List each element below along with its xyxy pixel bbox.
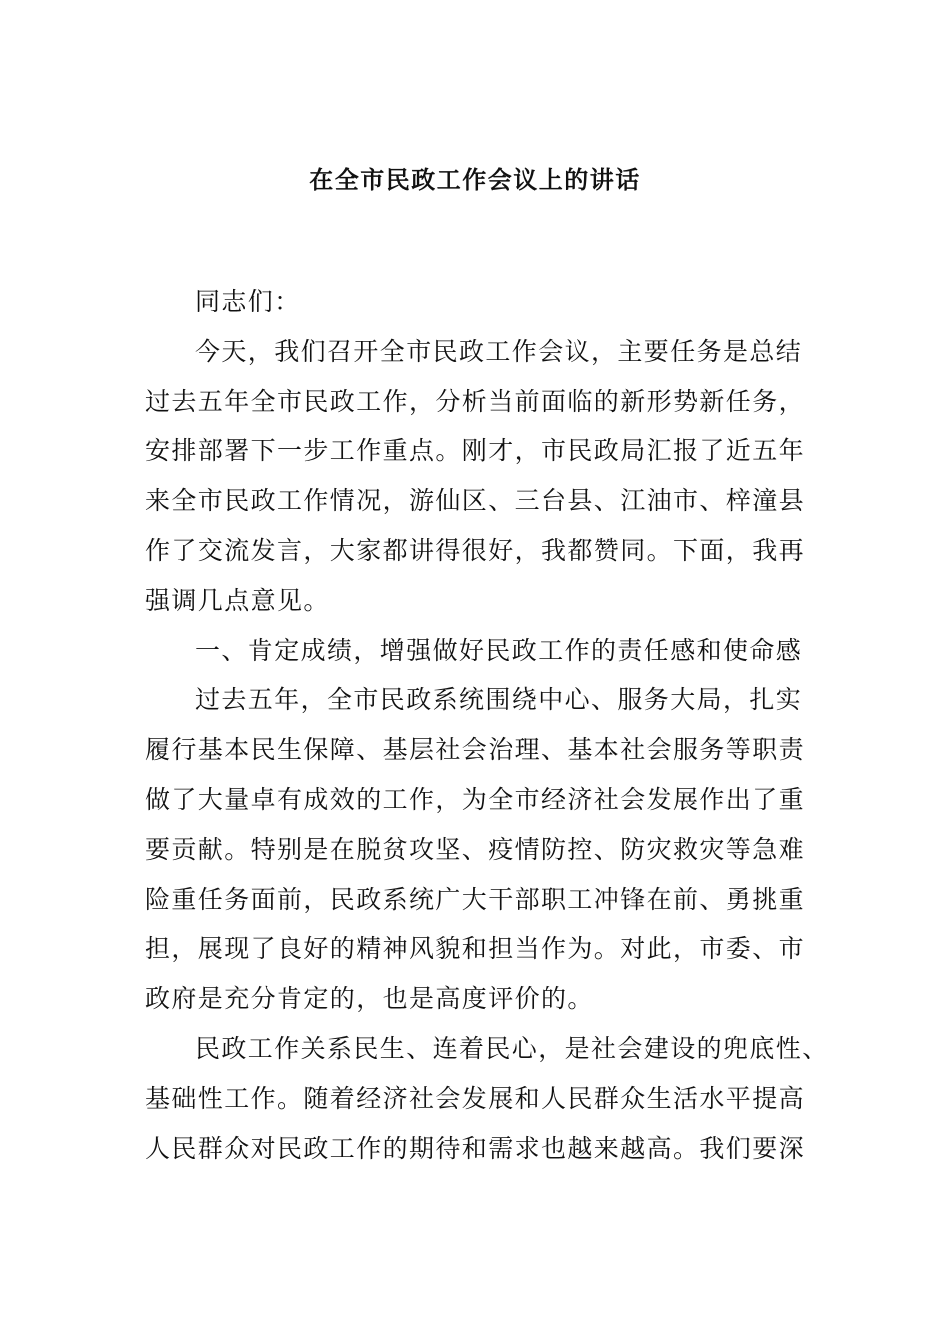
text-line: 要贡献。特别是在脱贫攻坚、疫情防控、防灾救灾等急难 (145, 834, 806, 864)
text-line: 来全市民政工作情况，游仙区、三台县、江油市、梓潼县 (145, 486, 806, 516)
text-line: 民政工作关系民生、连着民心，是社会建设的兜底性、 (195, 1033, 829, 1063)
text-line: 政府是充分肯定的，也是高度评价的。 (145, 984, 594, 1014)
section-heading-text: 一、肯定成绩，增强做好民政工作的责任感和使命感 (195, 635, 803, 665)
text-line: 做了大量卓有成效的工作，为全市经济社会发展作出了重 (145, 784, 806, 814)
text-line: 今天，我们召开全市民政工作会议，主要任务是总结 (195, 336, 803, 366)
text-line: 人民群众对民政工作的期待和需求也越来越高。我们要深 (145, 1133, 806, 1163)
paragraph-salutation (145, 277, 845, 327)
text-line: 同志们： (195, 287, 301, 316)
document-body (145, 277, 845, 1173)
document-title: 在全市民政工作会议上的讲话 (309, 166, 641, 194)
text-line: 强调几点意见。 (145, 585, 330, 615)
paragraph-opening (145, 327, 845, 626)
text-line: 作了交流发言，大家都讲得很好，我都赞同。下面，我再 (145, 535, 806, 565)
text-line: 安排部署下一步工作重点。刚才，市民政局汇报了近五年 (145, 436, 806, 466)
section-heading (145, 626, 845, 676)
paragraph-importance (145, 1024, 845, 1173)
text-line: 过去五年全市民政工作，分析当前面临的新形势新任务， (145, 386, 806, 416)
paragraph-achievements (145, 675, 845, 1024)
text-line: 基础性工作。随着经济社会发展和人民群众生活水平提高 (145, 1083, 806, 1113)
text-line: 履行基本民生保障、基层社会治理、基本社会服务等职责 (145, 735, 806, 765)
text-line: 过去五年，全市民政系统围绕中心、服务大局，扎实 (195, 685, 803, 715)
text-line: 险重任务面前，民政系统广大干部职工冲锋在前、勇挑重 (145, 884, 806, 914)
text-line: 担，展现了良好的精神风貌和担当作为。对此，市委、市 (145, 934, 806, 964)
